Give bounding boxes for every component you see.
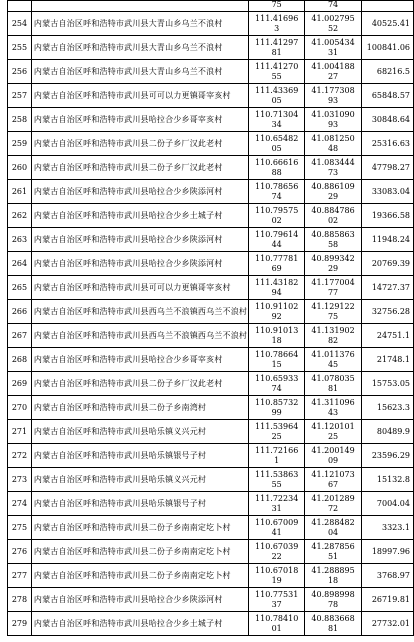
row-number-cell: 275: [8, 516, 32, 540]
area-cell: 14727.37: [362, 276, 414, 300]
longitude-cell: 110.78656 74: [249, 180, 305, 204]
table-row: [8, 228, 414, 252]
latitude-cell: 41.121073 67: [305, 468, 362, 492]
longitude-cell: 110.79575 02: [249, 204, 305, 228]
latitude-cell: 40.898998 78: [305, 588, 362, 612]
parcel-table-body: [8, 1, 414, 636]
longitude-cell: 110.71304 34: [249, 108, 305, 132]
table-row: [8, 60, 414, 84]
area-cell: 19366.58: [362, 204, 414, 228]
location-name-cell: 内蒙古自治区呼和浩特市武川县二份子乡南南定圪卜村: [31, 540, 248, 564]
area-cell: 23596.29: [362, 444, 414, 468]
location-name-cell: 内蒙古自治区呼和浩特市武川县可可以力更镇哥宰亥村: [31, 84, 248, 108]
table-row-partial: [8, 1, 414, 12]
table-row: [8, 540, 414, 564]
latitude-cell: 41.201289 72: [305, 492, 362, 516]
longitude-cell: 110.77531 37: [249, 588, 305, 612]
area-cell: 26719.81: [362, 588, 414, 612]
table-row: [8, 324, 414, 348]
longitude-cell: 110.85732 99: [249, 396, 305, 420]
latitude-cell: 41.129122 75: [305, 300, 362, 324]
row-number-cell: 276: [8, 540, 32, 564]
longitude-cell: 110.78410 01: [249, 612, 305, 636]
table-row: [8, 468, 414, 492]
area-cell: 7004.04: [362, 492, 414, 516]
area-cell: 20769.39: [362, 252, 414, 276]
area-cell: 100841.06: [362, 36, 414, 60]
latitude-cell: 40.886109 29: [305, 180, 362, 204]
table-row: [8, 108, 414, 132]
table-row: [8, 84, 414, 108]
area-cell: 65848.57: [362, 84, 414, 108]
row-number-cell: 270: [8, 396, 32, 420]
row-number-cell: 267: [8, 324, 32, 348]
location-name-cell: 内蒙古自治区呼和浩特市武川县哈乐镇义兴元村: [31, 420, 248, 444]
table-row: [8, 396, 414, 420]
longitude-cell: 111.72166 1: [249, 444, 305, 468]
area-cell: 27732.01: [362, 612, 414, 636]
area-cell: [362, 1, 414, 12]
location-name-cell: 内蒙古自治区呼和浩特市武川县二份子乡南南定圪卜村: [31, 564, 248, 588]
longitude-cell: 110.91013 18: [249, 324, 305, 348]
row-number-cell: 259: [8, 132, 32, 156]
longitude-cell: 110.67018 19: [249, 564, 305, 588]
row-number-cell: 255: [8, 36, 32, 60]
row-number-cell: 268: [8, 348, 32, 372]
location-name-cell: 内蒙古自治区呼和浩特市武川县哈拉合少乡陕添河村: [31, 228, 248, 252]
longitude-cell: 111.53964 25: [249, 420, 305, 444]
latitude-cell: 41.287856 51: [305, 540, 362, 564]
table-row: [8, 204, 414, 228]
latitude-cell: 41.004188 27: [305, 60, 362, 84]
longitude-cell: 111.41696 3: [249, 12, 305, 36]
longitude-cell: 111.41297 81: [249, 36, 305, 60]
row-number-cell: 265: [8, 276, 32, 300]
area-cell: 25316.63: [362, 132, 414, 156]
longitude-cell: 111.43182 94: [249, 276, 305, 300]
latitude-cell: 40.883668 81: [305, 612, 362, 636]
location-name-cell: 内蒙古自治区呼和浩特市武川县西乌兰不浪镇西乌兰不浪村: [31, 300, 248, 324]
table-row: [8, 156, 414, 180]
area-cell: 15753.05: [362, 372, 414, 396]
longitude-cell: 110.91102 92: [249, 300, 305, 324]
row-number-cell: 274: [8, 492, 32, 516]
area-cell: 32756.28: [362, 300, 414, 324]
row-number-cell: 264: [8, 252, 32, 276]
area-cell: 15132.8: [362, 468, 414, 492]
area-cell: 68216.5: [362, 60, 414, 84]
longitude-cell: 110.65482 05: [249, 132, 305, 156]
row-number-cell: 271: [8, 420, 32, 444]
location-name-cell: 内蒙古自治区呼和浩特市武川县西乌兰不浪镇西乌兰不浪村: [31, 324, 248, 348]
location-name-cell: 内蒙古自治区呼和浩特市武川县哈乐镇银号子村: [31, 444, 248, 468]
longitude-cell: 110.65933 74: [249, 372, 305, 396]
table-row: [8, 36, 414, 60]
latitude-cell: 40.885863 58: [305, 228, 362, 252]
table-row: [8, 300, 414, 324]
area-cell: 47798.27: [362, 156, 414, 180]
row-number-cell: 260: [8, 156, 32, 180]
area-cell: 18997.96: [362, 540, 414, 564]
latitude-cell: 41.177004 77: [305, 276, 362, 300]
latitude-cell: 41.031090 93: [305, 108, 362, 132]
latitude-cell: 41.005434 31: [305, 36, 362, 60]
table-row: [8, 564, 414, 588]
area-cell: 3768.97: [362, 564, 414, 588]
location-name-cell: 内蒙古自治区呼和浩特市武川县哈拉合少乡土城子村: [31, 204, 248, 228]
area-cell: 24751.1: [362, 324, 414, 348]
longitude-cell: 110.79614 44: [249, 228, 305, 252]
row-number-cell: 261: [8, 180, 32, 204]
row-number-cell: 256: [8, 60, 32, 84]
row-number-cell: 266: [8, 300, 32, 324]
location-name-cell: 内蒙古自治区呼和浩特市武川县二份子乡南湾村: [31, 396, 248, 420]
latitude-cell: 41.288482 04: [305, 516, 362, 540]
longitude-cell: 110.77781 69: [249, 252, 305, 276]
location-name-cell: 内蒙古自治区呼和浩特市武川县大青山乡乌兰不浪村: [31, 36, 248, 60]
table-row: [8, 276, 414, 300]
latitude-cell: 41.078035 81: [305, 372, 362, 396]
latitude-cell: 41.311096 43: [305, 396, 362, 420]
longitude-cell: 110.66616 88: [249, 156, 305, 180]
latitude-cell: 41.120101 25: [305, 420, 362, 444]
location-name-cell: 内蒙古自治区呼和浩特市武川县哈乐镇银号子村: [31, 492, 248, 516]
latitude-cell: 40.884786 02: [305, 204, 362, 228]
area-cell: 80489.9: [362, 420, 414, 444]
location-name-cell: 内蒙古自治区呼和浩特市武川县大青山乡乌兰不浪村: [31, 60, 248, 84]
row-number-cell: 263: [8, 228, 32, 252]
table-row: [8, 588, 414, 612]
latitude-cell: 41.002795 52: [305, 12, 362, 36]
longitude-cell: 75: [249, 1, 305, 12]
latitude-cell: 41.131902 82: [305, 324, 362, 348]
table-row: [8, 12, 414, 36]
latitude-cell: 41.011376 45: [305, 348, 362, 372]
location-name-cell: 内蒙古自治区呼和浩特市武川县哈拉合少乡哥宰亥村: [31, 348, 248, 372]
table-row: [8, 372, 414, 396]
area-cell: 40525.41: [362, 12, 414, 36]
latitude-cell: 41.081250 48: [305, 132, 362, 156]
latitude-cell: 41.177308 93: [305, 84, 362, 108]
row-number-cell: 269: [8, 372, 32, 396]
area-cell: 30848.64: [362, 108, 414, 132]
longitude-cell: 111.72234 31: [249, 492, 305, 516]
location-name-cell: 内蒙古自治区呼和浩特市武川县二份子乡厂汉此老村: [31, 156, 248, 180]
location-name-cell: 内蒙古自治区呼和浩特市武川县二份子乡南南定圪卜村: [31, 516, 248, 540]
row-number-cell: 279: [8, 612, 32, 636]
location-name-cell: 内蒙古自治区呼和浩特市武川县大青山乡乌兰不浪村: [31, 12, 248, 36]
latitude-cell: 40.899342 29: [305, 252, 362, 276]
latitude-cell: 41.200149 09: [305, 444, 362, 468]
area-cell: 11948.24: [362, 228, 414, 252]
latitude-cell: 41.288895 18: [305, 564, 362, 588]
row-number-cell: 254: [8, 12, 32, 36]
longitude-cell: 111.41270 55: [249, 60, 305, 84]
location-name-cell: [31, 1, 248, 12]
longitude-cell: 111.43369 05: [249, 84, 305, 108]
row-number-cell: [8, 1, 32, 12]
table-row: [8, 252, 414, 276]
table-row: [8, 492, 414, 516]
table-row: [8, 348, 414, 372]
location-name-cell: 内蒙古自治区呼和浩特市武川县哈拉合少乡陕添河村: [31, 588, 248, 612]
row-number-cell: 262: [8, 204, 32, 228]
location-name-cell: 内蒙古自治区呼和浩特市武川县哈拉合少乡土城子村: [31, 612, 248, 636]
table-row: [8, 444, 414, 468]
location-name-cell: 内蒙古自治区呼和浩特市武川县二份子乡厂汉此老村: [31, 132, 248, 156]
location-name-cell: 内蒙古自治区呼和浩特市武川县哈拉合少乡陕添河村: [31, 252, 248, 276]
latitude-cell: 74: [305, 1, 362, 12]
row-number-cell: 257: [8, 84, 32, 108]
longitude-cell: 110.78664 15: [249, 348, 305, 372]
row-number-cell: 278: [8, 588, 32, 612]
latitude-cell: 41.083444 73: [305, 156, 362, 180]
area-cell: 3323.1: [362, 516, 414, 540]
location-name-cell: 内蒙古自治区呼和浩特市武川县二份子乡厂汉此老村: [31, 372, 248, 396]
table-row: [8, 132, 414, 156]
parcel-table: [7, 0, 414, 636]
area-cell: 15623.3: [362, 396, 414, 420]
table-row: [8, 420, 414, 444]
table-row: [8, 180, 414, 204]
location-name-cell: 内蒙古自治区呼和浩特市武川县哈拉合少乡陕添河村: [31, 180, 248, 204]
longitude-cell: 110.67009 41: [249, 516, 305, 540]
longitude-cell: 111.53863 55: [249, 468, 305, 492]
row-number-cell: 277: [8, 564, 32, 588]
area-cell: 33083.04: [362, 180, 414, 204]
longitude-cell: 110.67039 22: [249, 540, 305, 564]
row-number-cell: 273: [8, 468, 32, 492]
row-number-cell: 272: [8, 444, 32, 468]
location-name-cell: 内蒙古自治区呼和浩特市武川县哈拉合少乡哥宰亥村: [31, 108, 248, 132]
area-cell: 21748.1: [362, 348, 414, 372]
location-name-cell: 内蒙古自治区呼和浩特市武川县可可以力更镇哥宰亥村: [31, 276, 248, 300]
table-row: [8, 612, 414, 636]
location-name-cell: 内蒙古自治区呼和浩特市武川县哈乐镇义兴元村: [31, 468, 248, 492]
table-row: [8, 516, 414, 540]
row-number-cell: 258: [8, 108, 32, 132]
